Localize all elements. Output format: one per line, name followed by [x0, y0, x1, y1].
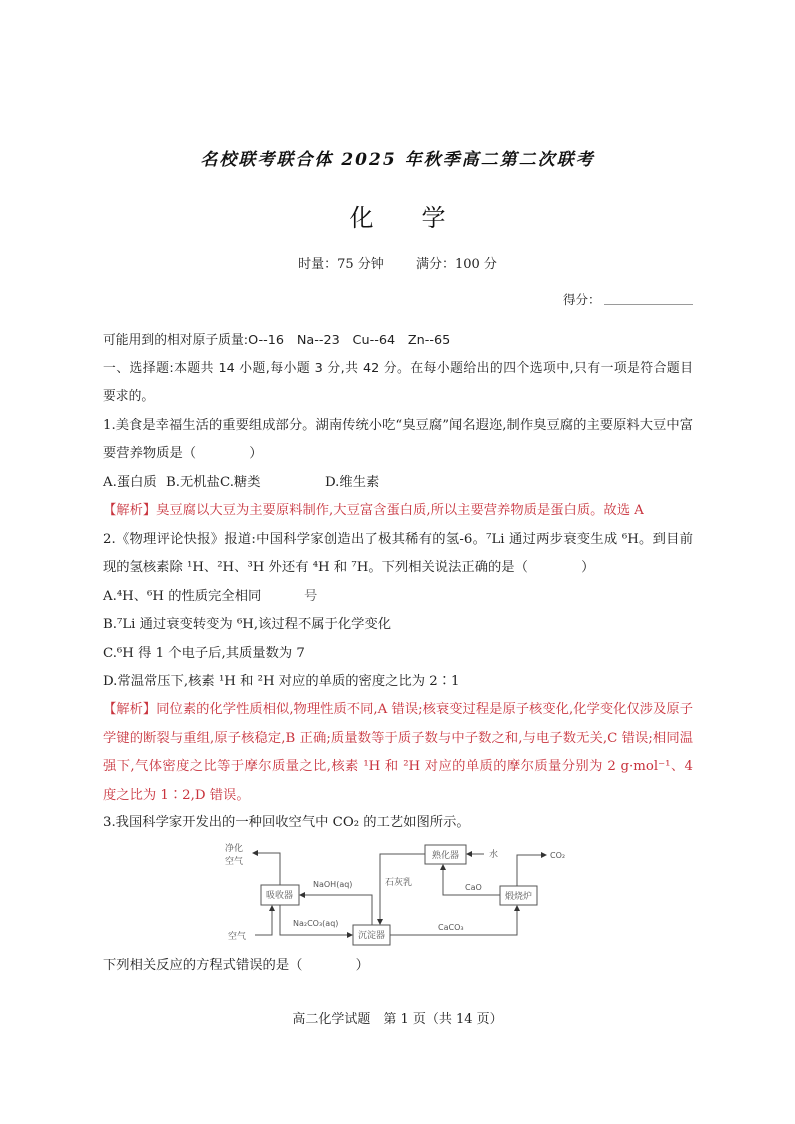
co2-out-arrow	[517, 855, 546, 886]
lime-milk-arrow	[380, 854, 425, 924]
q2-analysis-line4: 度之比为 1∶2,D 错误。	[103, 788, 250, 803]
q2-stray-mark: 号	[304, 589, 318, 604]
co2-recovery-process-diagram	[210, 835, 580, 950]
score-label: 得分：	[563, 292, 601, 307]
page-footer: 高二化学试题 第 1 页（共 14 页）	[292, 1012, 503, 1027]
air-in-arrow	[255, 906, 272, 935]
q1-analysis: 【解析】臭豆腐以大豆为主要原料制作,大豆富含蛋白质,所以主要营养物质是蛋白质。故选 A	[103, 503, 644, 518]
caco3-label: CaCO₃	[438, 923, 464, 932]
co2-label: CO₂	[550, 851, 566, 860]
naoh-label: NaOH(aq)	[313, 880, 353, 889]
q3-question: 下列相关反应的方程式错误的是（ ）	[103, 958, 369, 973]
clean-air-label-1: 净化	[225, 844, 244, 854]
score-blank[interactable]	[604, 304, 693, 305]
slaker-label: 熟化器	[432, 851, 460, 861]
subject-title: 化 学	[349, 204, 446, 232]
clean-air-label-2: 空气	[225, 857, 244, 867]
na2co3-label: Na₂CO₃(aq)	[293, 919, 339, 928]
q2-option-c: C.⁶H 得 1 个电子后,其质量数为 7	[103, 646, 305, 661]
q2-analysis-line3: 强下,气体密度之比等于摩尔质量之比,核素 ¹H 和 ²H 对应的单质的摩尔质量分别为 2 g·mol⁻¹、4	[103, 759, 693, 774]
q2-stem-line2: 现的氢核素除 ¹H、²H、³H 外还有 ⁴H 和 ⁷H。下列相关说法正确的是（ ）	[103, 560, 595, 575]
calciner-label: 煅烧炉	[505, 892, 533, 902]
lime-milk-label: 石灰乳	[385, 878, 413, 888]
full-score: 满分：100 分	[415, 257, 497, 272]
air-in-label: 空气	[228, 932, 247, 942]
q2-option-b: B.⁷Li 通过衰变转变为 ⁶H,该过程不属于化学变化	[103, 617, 392, 632]
q1-stem-line1: 1.美食是幸福生活的重要组成部分。湖南传统小吃“臭豆腐”闻名遐迩,制作臭豆腐的主要原料大豆中富	[103, 418, 693, 433]
exam-meta	[0, 253, 795, 272]
q2-analysis-line2: 学键的断裂与重组,原子核稳定,B 正确;质量数等于质子数与中子数之和,与电子数无关,C 错误;相同温	[103, 731, 693, 746]
q2-option-d: D.常温常压下,核素 ¹H 和 ²H 对应的单质的密度之比为 2∶1	[103, 674, 460, 689]
q3-stem: 3.我国科学家开发出的一种回收空气中 CO₂ 的工艺如图所示。	[103, 815, 470, 830]
q2-analysis-line1: 【解析】同位素的化学性质相似,物理性质不同,A 错误;核衰变过程是原子核变化,化学变化仅涉及原子	[103, 702, 693, 717]
cao-label: CaO	[465, 883, 482, 892]
q1-stem-line2: 要营养物质是（ ）	[103, 446, 263, 461]
q1-option-c: C.糖类	[220, 475, 261, 490]
atomic-masses: 可能用到的相对原子质量:O--16 Na--23 Cu--64 Zn--65	[103, 333, 451, 348]
section-instructions-line2: 要求的。	[103, 389, 155, 404]
absorber-label: 吸收器	[266, 891, 294, 901]
precipitator-label: 沉淀器	[358, 931, 386, 941]
q1-option-d: D.维生素	[325, 475, 380, 490]
water-label: 水	[489, 850, 499, 860]
clean-air-arrow	[253, 853, 280, 885]
q2-stem-line1: 2.《物理评论快报》报道:中国科学家创造出了极其稀有的氢-6。⁷Li 通过两步衰变生成 ⁶H。到目前	[103, 532, 693, 547]
exam-title: 名校联考联合体 2025 年秋季高二第二次联考	[200, 150, 595, 170]
time-limit: 时量：75 分钟	[298, 257, 384, 272]
q1-option-b: B.无机盐	[166, 475, 220, 490]
q1-option-a: A.蛋白质	[103, 475, 157, 490]
q2-option-a: A.⁴H、⁶H 的性质完全相同	[103, 589, 262, 604]
section-instructions-line1: 一、选择题:本题共 14 小题,每小题 3 分,共 42 分。在每小题给出的四个选项中,只有一项是符合题目	[103, 361, 693, 376]
